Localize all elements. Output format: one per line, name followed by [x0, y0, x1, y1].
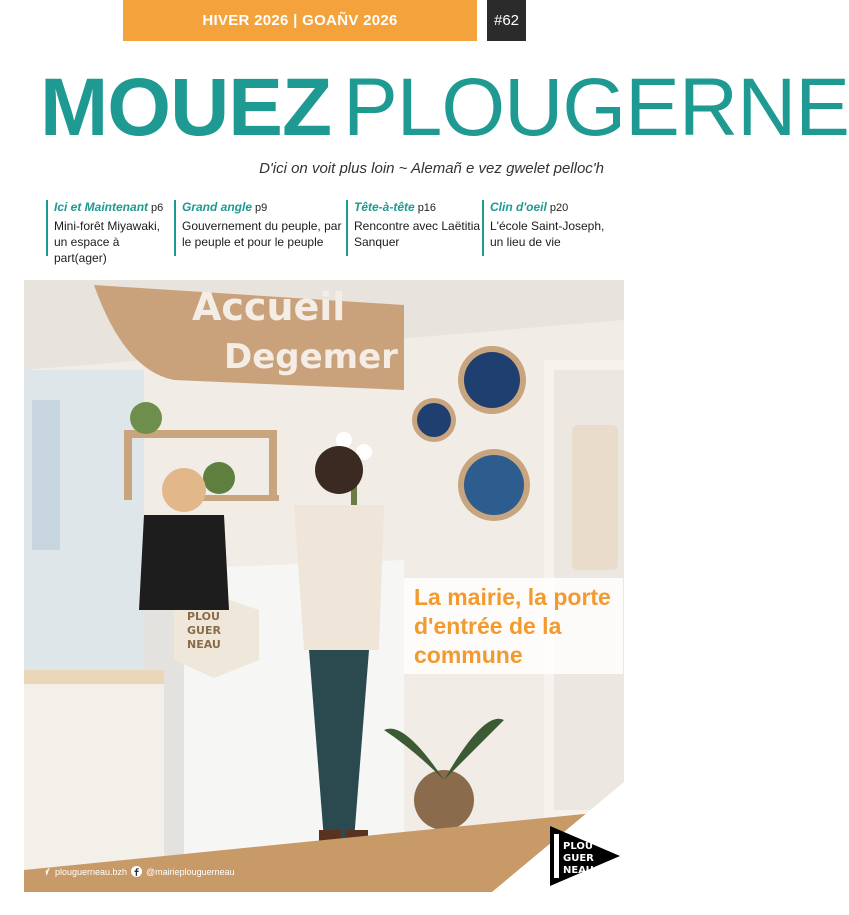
teaser-grand-angle[interactable]: [174, 200, 346, 256]
teaser-section: Tête-à-tête: [354, 200, 415, 214]
teaser-clin-doeil[interactable]: [482, 200, 606, 256]
teaser-tete-a-tete[interactable]: [346, 200, 482, 256]
facebook-link[interactable]: [131, 866, 235, 877]
facebook-text: @mairieplouguerneau: [146, 866, 235, 877]
desk-logo-line2: GUER: [187, 624, 221, 637]
teaser-text: Gouvernement du peuple, par le peuple et pour le peuple: [182, 219, 342, 249]
teaser-text: Mini-forêt Miyawaki, un espace à part(ager): [54, 219, 161, 265]
teaser-text: Rencontre avec Laëtitia Sanquer: [354, 219, 481, 249]
cursor-icon: [40, 866, 51, 877]
plouguerneau-logo: [540, 826, 620, 886]
teaser-page: p20: [549, 202, 569, 214]
logo-line1: PLOU: [563, 841, 593, 852]
masthead-title-light: PLOUGERNE: [343, 62, 849, 153]
facebook-icon: [131, 866, 142, 877]
desk-logo-line1: PLOU: [187, 610, 220, 623]
logo-line3: NEAU: [563, 865, 594, 876]
teaser-ici-maintenant[interactable]: [46, 200, 174, 265]
sign-accueil: Accueil: [192, 285, 346, 329]
teaser-page: p6: [151, 202, 164, 214]
tagline: D'ici on voit plus loin ~ Alemañ e vez gwelet pelloc'h: [259, 160, 604, 177]
sign-degemer: Degemer: [224, 337, 398, 377]
teaser-text: L'école Saint-Joseph, un lieu de vie: [490, 219, 605, 249]
season-banner: HIVER 2026 | GOAÑV 2026: [123, 0, 477, 41]
masthead-title-bold: MOUEZ: [40, 62, 332, 153]
issue-number: #62: [487, 0, 526, 41]
masthead-title: [40, 62, 849, 153]
teaser-page: p9: [255, 202, 268, 214]
desk-logo-line3: NEAU: [187, 638, 221, 651]
website-link[interactable]: [40, 866, 127, 877]
website-text: plouguerneau.bzh: [55, 866, 128, 877]
teaser-section: Ici et Maintenant: [54, 200, 149, 214]
teaser-section: Grand angle: [182, 200, 253, 214]
cover-headline: La mairie, la porte d'entrée de la commune: [404, 578, 623, 674]
teaser-section: Clin d'oeil: [490, 200, 547, 214]
logo-line2: GUER: [563, 853, 594, 864]
teaser-page: p16: [417, 202, 437, 214]
teaser-strip: [46, 200, 606, 265]
